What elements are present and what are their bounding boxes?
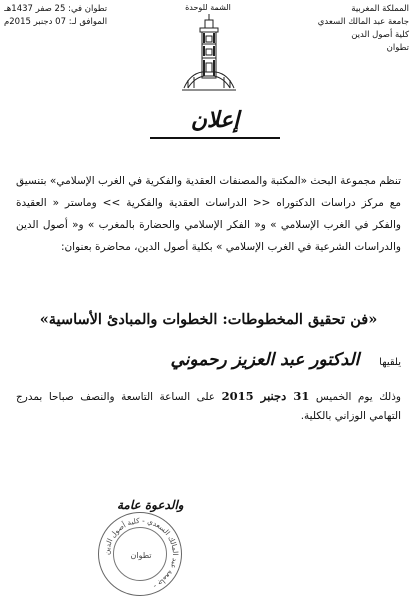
header-motto: الشمة للوحدة	[185, 3, 231, 12]
title-underline	[150, 137, 280, 139]
faculty-logo	[180, 14, 238, 94]
lecturer-name: الدكتور عبد العزيز رحموني	[170, 350, 360, 370]
header-university: جامعة عبد المالك السعدي	[317, 17, 409, 27]
schedule-suffix: على الساعة التاسعة والنصف صباحا بمدرج التهامي الوزاني بالكلية.	[16, 391, 401, 422]
faculty-stamp	[98, 512, 182, 596]
stamp-text-ring	[99, 513, 183, 597]
header-gregorian-date: الموافق لـ: 07 دجنبر 2015م	[4, 17, 108, 27]
stamp-center-text: تطوان	[130, 551, 152, 560]
header-hijri-date: تطوان في: 25 صفر 1437هـ	[4, 4, 108, 14]
schedule-date: 31 دجنبر 2015	[221, 389, 310, 403]
schedule-text	[16, 387, 401, 426]
stamp-outer-text: جامعة عبد المالك السعدي - كلية أصول الدين -	[101, 515, 181, 592]
schedule-prefix: وذلك يوم الخميس	[315, 391, 401, 403]
lecturer-label: يلقيها	[379, 357, 401, 368]
header-institution-block	[318, 4, 409, 56]
header-faculty: كلية أصول الدين	[351, 30, 409, 40]
announcement-title: إعلان	[190, 107, 240, 133]
header-kingdom: المملكة المغربية	[351, 4, 409, 14]
header-city: تطوان	[386, 43, 409, 53]
lecturer-line	[16, 350, 401, 370]
announcement-body: تنظم مجموعة البحث «المكتبة والمصنفات العقدية والفكرية في الغرب الإسلامي» بتنسيق مع مركز دراسات الدكتوراه << الدراسات العقدية والفكرية >> وماستر « العقيدة والفكر في الغرب الإسلامي » و« الفكر الإسلامي والحضارة بالمغرب » و« أصول الدين والدراسات الشرعية في الغرب الإسلامي » بكلية أصول الدين، محاضرة بعنوان:	[16, 175, 401, 253]
lecture-title: «فن تحقيق المخطوطات: الخطوات والمبادئ الأساسية»	[39, 311, 378, 328]
public-invitation: والدعوة عامة	[117, 498, 184, 512]
header-date-block	[4, 4, 107, 30]
